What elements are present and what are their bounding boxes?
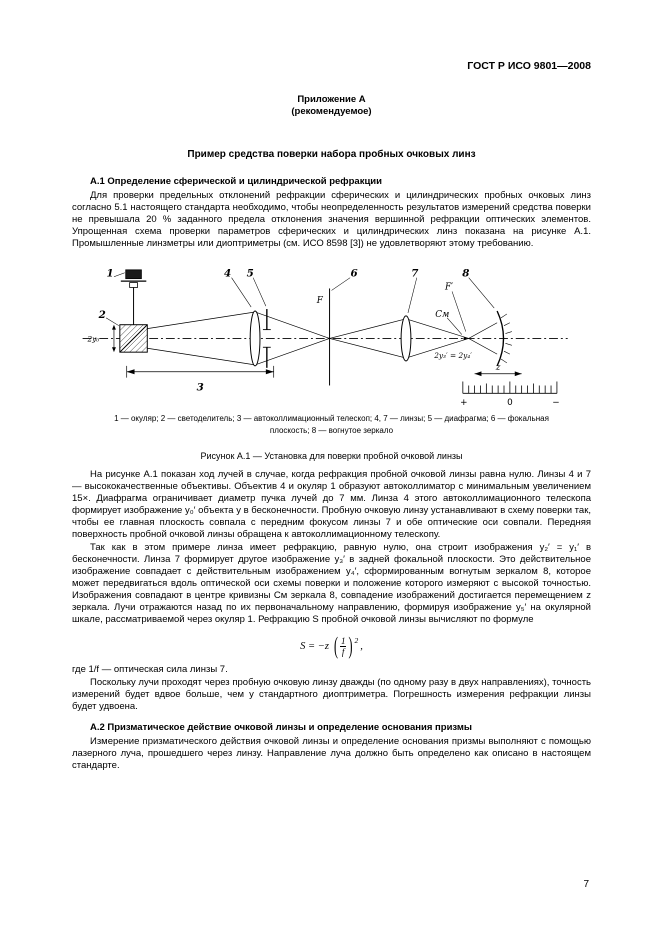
paragraph-a2-1: Измерение призматического действия очковой линзы и определение основания призмы выполняют с помощью лазерного луча, прошедшего через линзу. Направление луча должно быть определено как описано в настоящем стандарте.: [72, 736, 591, 772]
figure-label-z: z: [495, 362, 501, 373]
figure-label-6: 6: [350, 267, 358, 280]
beam-splitter: [120, 324, 147, 351]
eyepiece: [121, 269, 146, 324]
figure-label-F-prime: F′: [445, 281, 454, 292]
formula-paren-close: ): [348, 631, 353, 660]
center-of-curvature-point: [463, 337, 466, 340]
ruler-zero-label: 0: [507, 397, 513, 408]
annex-subtitle: (рекомендуемое): [291, 106, 372, 118]
figure-label-5: 5: [246, 267, 254, 280]
figure-label-F: F: [316, 295, 323, 306]
figure-label-4: 4: [224, 267, 232, 280]
figure-a1-diagram: [72, 262, 593, 409]
measurement-scale: [463, 381, 557, 393]
paragraph-a1-2: На рисунке А.1 показан ход лучей в случае, когда рефракция пробной очковой линзы равна нулю. Линзы 4 и 7 — высококачественные объективы. Объектив 4 и окуляр 1 образуют автоколлиматор с минимальным увеличением 15×. Диафрагма ограничивает диаметр пучка лучей до 7 мм. Линза 4 этого автоколлимационного телескопа формирует изображение y₀′ объекта y в бесконечности. Пробную очковую линзу устанавливают в схему поверки так, чтобы ее главная плоскость совпала с передним фокусом линзы 7 и обе оптические оси совпали. Передняя поверхность пробной очковой линзы обращена к автоколлимационному телескопу.: [72, 469, 591, 541]
ruler-plus-label: +: [460, 397, 468, 408]
figure-label-8: 8: [462, 267, 470, 280]
paragraph-a1-3: Так как в этом примере линза имеет рефракцию, равную нулю, она строит изображения y₂′ = y₁′ в бесконечности. Линза 7 формирует другое изображение y₃′ в задней фокальной плоскости. Это действительное изображение совпадает с действительным изображением y₄′, сформированным вогнутым зеркалом 8, которое может передвигаться вдоль оптической оси схемы поверки и положение которого измеряют с высокой точностью. Изображения совпадают в центре кривизны Cм зеркала 8, совпадение изображений достигается перемещением z зеркала. Лучи отражаются назад по их первоначальному направлению, формируя изображение y₅′ на окулярной шкале, рассматриваемой через окуляр 1. Рефракцию S пробной очковой линзы вычисляют по формуле: [72, 542, 591, 625]
formula-exponent: 2: [354, 635, 359, 645]
section-a2-heading: А.2 Призматическое действие очковой линзы и определение основания призмы: [90, 722, 473, 734]
figure-label-2: 2: [98, 308, 106, 321]
document-code: ГОСТ Р ИСО 9801—2008: [467, 60, 591, 72]
figure-label-7: 7: [411, 267, 419, 280]
document-title: Пример средства поверки набора пробных очковых линз: [187, 148, 476, 160]
page-number: 7: [583, 879, 589, 890]
figure-caption: Рисунок А.1 — Установка для поверки пробной очковой линзы: [200, 451, 463, 462]
lens-4: [250, 311, 260, 366]
annex-block: [72, 94, 591, 119]
annex-title: Приложение А: [297, 94, 366, 105]
ruler-minus-label: −: [552, 397, 560, 408]
figure-label-1: 1: [106, 267, 114, 280]
figure-legend: 1 — окуляр; 2 — светоделитель; 3 — автоколлимационный телескоп; 4, 7 — линзы; 5 — диафрагма; 6 — фокальная плоскость; 8 — вогнутое зеркало: [114, 413, 549, 435]
figure-label-Cm: Cм: [435, 309, 450, 320]
section-a1-heading: А.1 Определение сферической и цилиндрической рефракции: [90, 175, 382, 187]
formula-comma: ,: [360, 641, 363, 653]
figure-label-image-equality: 2y₃′ = 2y₄′: [434, 350, 472, 360]
telescope-dimension: [127, 365, 274, 377]
formula-lhs: S = −z: [300, 641, 329, 653]
label-leader-lines: [106, 272, 494, 334]
formula-where-line: где 1/f — оптическая сила линзы 7.: [72, 663, 228, 675]
figure-label-object-height: 2y₀: [87, 333, 100, 343]
figure-label-3: 3: [196, 380, 204, 393]
formula-denominator: f: [341, 647, 345, 658]
formula-fraction: [339, 636, 348, 658]
formula-numerator: 1: [340, 635, 346, 646]
paragraph-a1-1: Для проверки предельных отклонений рефракции сферических и цилиндрических пробных очковых линз согласно 5.1 настоящего стандарта необходимо, чтобы неопределенность результатов измерений средства поверки не превышала 20 % заданного предела отклонения значения вершинной рефракции оптических элементов. Упрощенная схема проверки параметров сферических и цилиндрических линз показана на рисунке А.1. Промышленные линзметры или диоптриметры (см. ИСО 8598 [3]) не удовлетворяют этому требованию.: [72, 189, 591, 249]
lens-7: [401, 315, 411, 360]
paragraph-a1-4: Поскольку лучи проходят через пробную очковую линзу дважды (по одному разу в двух направлениях), точность измерений будет вдвое больше, чем у стандартного диоптриметра. Погрешность измерения рефракции линзы будет удвоена.: [72, 676, 591, 712]
figure-a1: [72, 262, 591, 462]
formula-paren-open: (: [333, 631, 338, 660]
formula: [72, 631, 591, 660]
